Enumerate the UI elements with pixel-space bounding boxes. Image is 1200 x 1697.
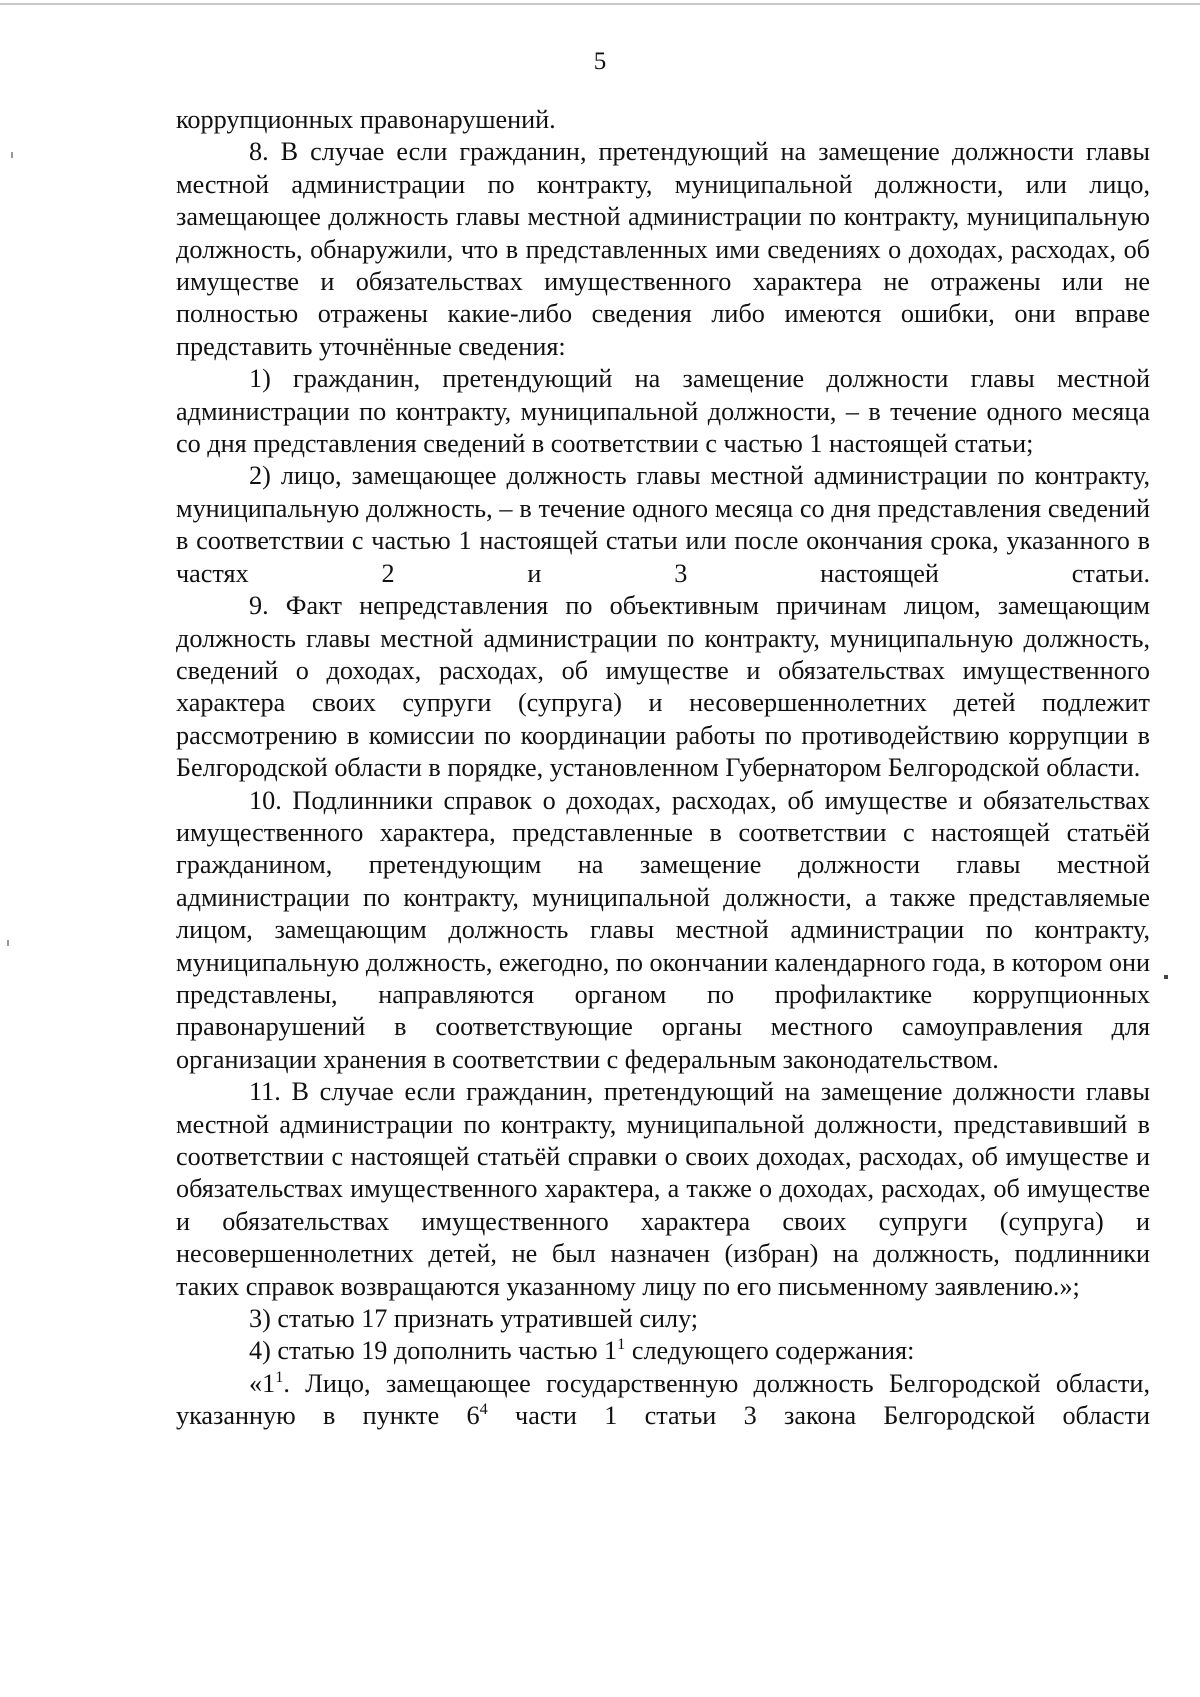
paragraph-continuation: коррупционных правонарушений. [176,105,556,134]
amendment-4-text-end: следующего содержания: [625,1336,915,1366]
paragraph-item-8: 8. В случае если гражданин, претендующий на замещение должности главы местной администрации по контракту, муниципальной должности, или лицо, замещающее должность главы местной администрации по контракту, муниципальную должность, обнаружили, что в представленных ими сведениях о доходах, расходах, об имуществе и обязательствах имущественного характера не отражены или не полностью отражены какие-либо сведения либо имеются ошибки, они вправе представить уточнённые сведения: [176,137,1150,361]
superscript: 1 [275,1367,284,1386]
scan-speck [7,940,9,946]
paragraph-subitem-2: 2) лицо, замещающее должность главы местной администрации по контракту, муниципальную должность, – в течение одного месяца со дня представления сведений в соответствии с частью 1 настоящей статьи или после окончания срока, указанного в частях 2 и 3 настоящей статьи. [176,461,1150,588]
paragraph-item-11: 11. В случае если гражданин, претендующий на замещение должности главы местной администрации по контракту, муниципальной должности, представивший в соответствии с настоящей статьёй справки о своих доходах, расходах, об имуществе и обязательствах имущественного характера, а также о доходах, расходах, об имуществе и обязательствах имущественного характера своих супруги (супруга) и несовершеннолетних детей, не был назначен (избран) на должность, подлинники таких справок возвращаются указанному лицу по его письменному заявлению.»; [176,1077,1150,1301]
paragraph-item-10: 10. Подлинники справок о доходах, расходах, об имуществе и обязательствах имущественного характера, представленные в соответствии с настоящей статьёй гражданином, претендующим на замещение должности главы местной администрации по контракту, муниципальной должности, а также представляемые лицом, замещающим должность главы местной администрации по контракту, муниципальную должность, ежегодно, по окончании календарного года, в котором они представлены, направляются органом по профилактике коррупционных правонарушений в соответствующие органы местного самоуправления для организации хранения в соответствии с федеральным законодательством. [176,785,1150,1074]
scan-speck [11,152,13,158]
scan-speck [1164,975,1168,979]
quoted-part-text-end: части 1 статьи 3 закона Белгородской области [487,1401,1150,1431]
page-number: 5 [593,48,607,75]
quoted-part-text: . Лицо, замещающее государственную должность Белгородской области, указанную в пункте 6 [176,1368,1150,1431]
paragraph-amendment-3: 3) статью 17 признать утратившей силу; [249,1304,699,1334]
paragraph-item-9: 9. Факт непредставления по объективным причинам лицом, замещающим должность главы местной администрации по контракту, муниципальную должность, сведений о доходах, расходах, об имуществе и обязательствах имущественного характера своих супруги (супруга) и несовершеннолетних детей подлежит рассмотрению в комиссии по координации работы по противодействию коррупции в Белгородской области в порядке, установленном Губернатором Белгородской области. [176,591,1150,783]
paragraph-amendment-4 [176,1335,1150,1367]
quoted-part-label: «1 [249,1368,276,1398]
paragraph-subitem-1: 1) гражданин, претендующий на замещение должности главы местной администрации по контракту, муниципальной должности, – в течение одного месяца со дня представления сведений в соответствии с частью 1 настоящей статьи; [176,364,1150,459]
scan-top-edge [0,3,1200,5]
document-body [176,104,1150,1433]
superscript: 1 [617,1335,626,1354]
paragraph-quoted-part-1-1 [176,1368,1150,1433]
superscript: 4 [479,1400,488,1419]
amendment-4-text: 4) статью 19 дополнить частью 1 [249,1336,618,1366]
